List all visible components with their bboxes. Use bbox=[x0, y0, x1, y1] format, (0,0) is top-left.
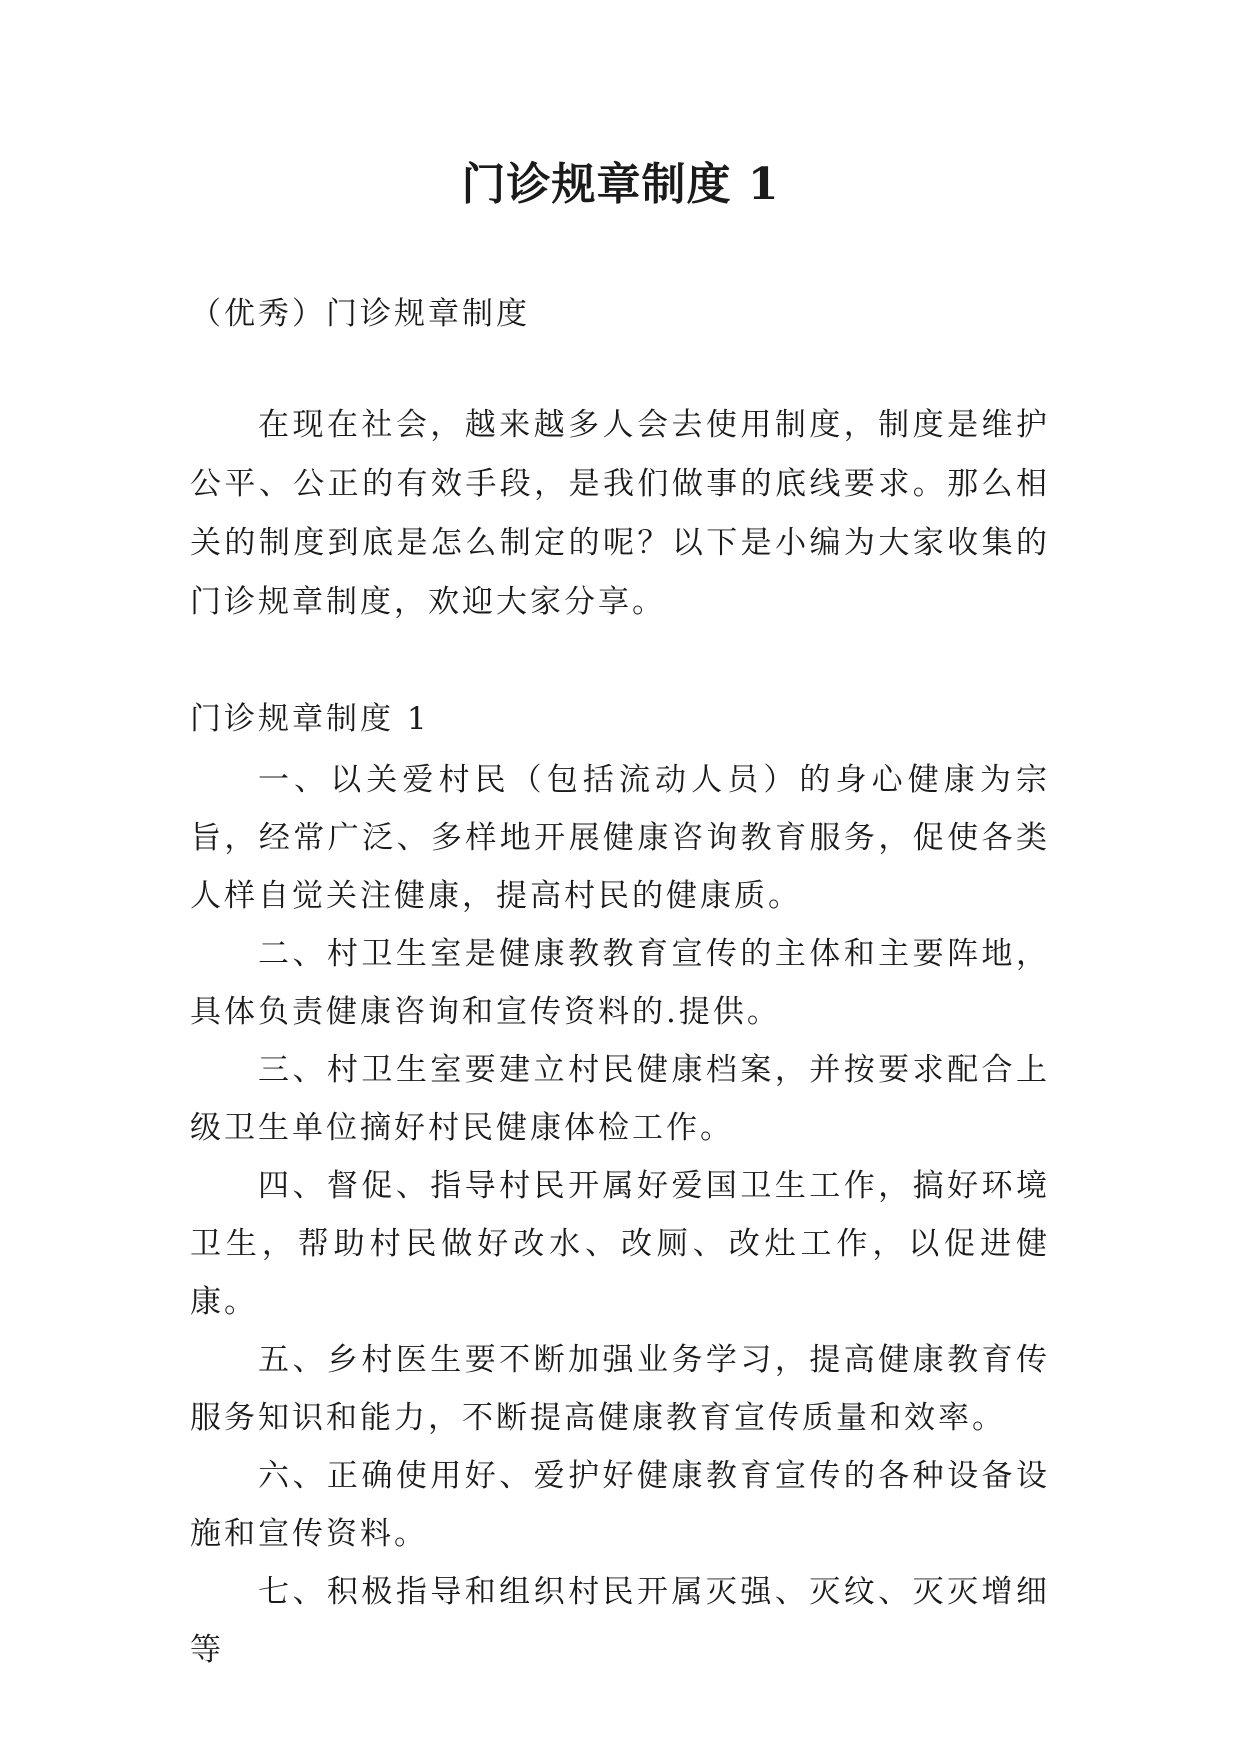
section-heading: 门诊规章制度 1 bbox=[190, 701, 430, 737]
document-subtitle: （优秀）门诊规章制度 bbox=[190, 296, 530, 332]
rules-list bbox=[190, 751, 1050, 1679]
rule-item: 二、村卫生室是健康教教育宣传的主体和主要阵地，具体负责健康咨询和宣传资料的.提供。 bbox=[190, 936, 1050, 1030]
rule-item: 七、积极指导和组织村民开属灭强、灭纹、灭灭增细等 bbox=[190, 1574, 1050, 1668]
rule-item: 六、正确使用好、爱护好健康教育宣传的各种设备设施和宣传资料。 bbox=[190, 1458, 1050, 1552]
rule-item: 三、村卫生室要建立村民健康档案，并按要求配合上级卫生单位摘好村民健康体检工作。 bbox=[190, 1052, 1050, 1146]
intro-paragraph: 在现在社会，越来越多人会去使用制度，制度是维护公平、公正的有效手段，是我们做事的底线要求。那么相关的制度到底是怎么制定的呢？以下是小编为大家收集的门诊规章制度，欢迎大家分享。 bbox=[190, 407, 1050, 620]
rule-item: 五、乡村医生要不断加强业务学习，提高健康教育传服务知识和能力，不断提高健康教育宣传质量和效率。 bbox=[190, 1342, 1050, 1436]
document-title: 门诊规章制度 1 bbox=[461, 159, 780, 210]
document-body bbox=[190, 292, 1050, 1679]
rule-item: 一、以关爱村民（包括流动人员）的身心健康为宗旨，经常广泛、多样地开展健康咨询教育服务，促使各类人样自觉关注健康，提高村民的健康质。 bbox=[190, 762, 1050, 914]
rule-item: 四、督促、指导村民开属好爱国卫生工作，搞好环境卫生，帮助村民做好改水、改厕、改灶工作，以促进健康。 bbox=[190, 1168, 1050, 1320]
